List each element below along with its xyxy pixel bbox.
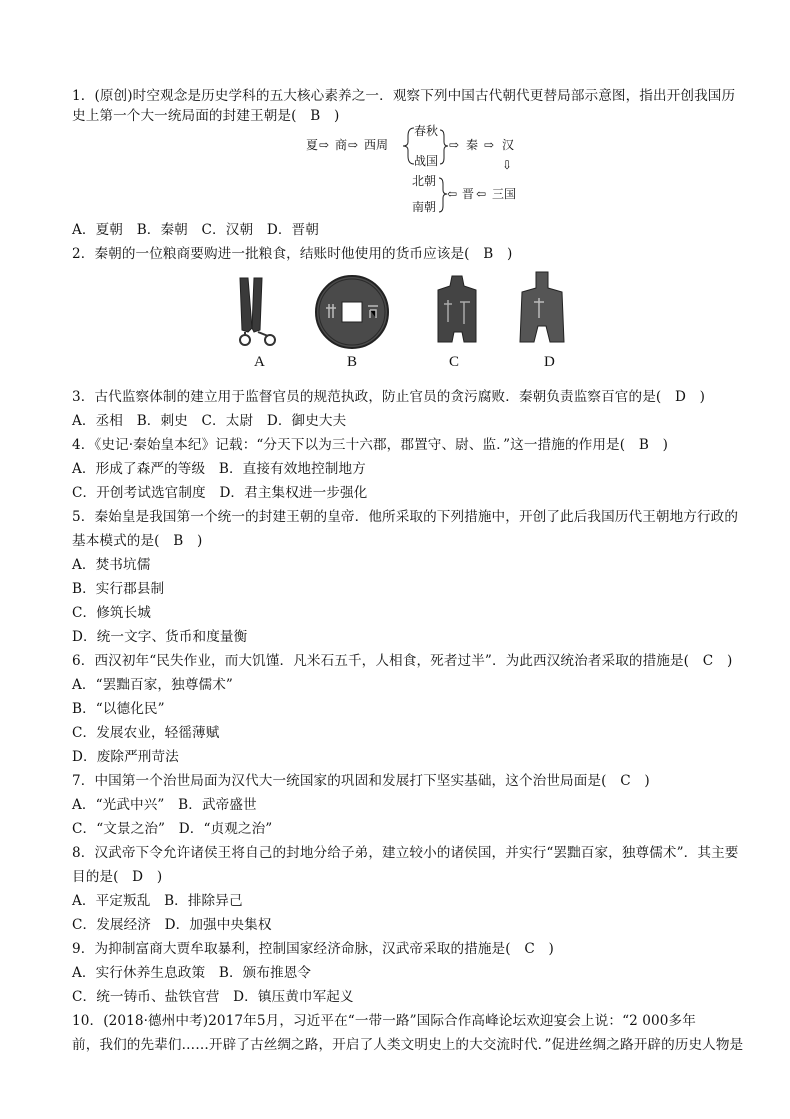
node-chunqiu: 春秋: [414, 124, 439, 138]
question-8-options-2: C．发展经济 D．加强中央集权: [72, 917, 272, 933]
question-4-options-1: A．形成了森严的等级 B．直接有效地控制地方: [72, 461, 366, 477]
node-nanchao: 南朝: [412, 200, 437, 214]
round-coin-icon: [316, 276, 388, 348]
question-5-line-1: 5．秦始皇是我国第一个统一的封建王朝的皇帝．他所采取的下列措施中，开创了此后我国历代王朝地方行政的: [72, 509, 739, 525]
node-shang: 商: [335, 138, 348, 152]
node-beichao: 北朝: [412, 174, 437, 188]
question-6-option-c: C．发展农业，轻徭薄赋: [72, 725, 220, 741]
arrow-down-icon: ⇩: [502, 158, 513, 172]
question-4-options-2: C．开创考试选官制度 D．君主集权进一步强化: [72, 485, 368, 501]
question-7-options-2: C．“文景之治” D．“贞观之治”: [72, 821, 273, 837]
arrow-left-icon: ⇦: [476, 187, 487, 201]
question-8-line-1: 8．汉武帝下令允许诸侯王将自己的封地分给子弟，建立较小的诸侯国，并实行“罢黜百家，独尊儒术”．其主要: [72, 845, 739, 861]
question-10-line-1: 10．(2018·德州中考)2017年5月，习近平在“一带一路”国际合作高峰论坛欢迎宴会上说：“2 000多年: [72, 1013, 696, 1029]
node-zhanguo: 战国: [414, 154, 439, 168]
question-1-line-1: 1．(原创)时空观念是历史学科的五大核心素养之一．观察下列中国古代朝代更替局部示意图，指出开创我国历: [72, 88, 736, 104]
coin-label-d: D: [544, 354, 555, 370]
arrow-icon: ⇨: [449, 138, 460, 152]
node-han: 汉: [502, 138, 515, 152]
dynasty-diagram: [306, 124, 526, 216]
question-1-line-2: 史上第一个大一统局面的封建王朝是( B ): [72, 108, 340, 124]
arrow-icon: ⇨: [348, 138, 359, 152]
question-3-line: 3．古代监察体制的建立用于监督官员的规范执政，防止官员的贪污腐败．秦朝负责监察百官的是( D ): [72, 389, 706, 405]
arrow-icon: ⇨: [484, 138, 495, 152]
node-xizhou: 西周: [364, 138, 389, 152]
question-9-line: 9．为抑制富商大贾牟取暴利，控制国家经济命脉，汉武帝采取的措施是( C ): [72, 941, 554, 957]
question-8-options-1: A．平定叛乱 B．排除异己: [72, 893, 243, 909]
spade-coin-icon: [438, 276, 476, 342]
question-2-line: 2．秦朝的一位粮商要购进一批粮食，结账时他使用的货币应该是( B ): [72, 246, 513, 262]
coin-label-b: B: [347, 354, 358, 370]
question-6-option-a: A．“罢黜百家，独尊儒术”: [72, 677, 233, 693]
node-qin: 秦: [466, 138, 479, 152]
question-6-option-b: B．“以德化民”: [72, 701, 165, 717]
question-5-option-a: A．焚书坑儒: [72, 557, 151, 573]
arrow-left-icon: ⇦: [447, 187, 458, 201]
question-8-line-2: 目的是( D ): [72, 869, 163, 885]
question-7-line: 7．中国第一个治世局面为汉代大一统国家的巩固和发展打下坚实基础，这个治世局面是( C ): [72, 773, 650, 789]
knife-coin-icon: [240, 278, 275, 345]
question-9-options-2: C．统一铸币、盐铁官营 D．镇压黄巾军起义: [72, 989, 354, 1005]
question-9-options-1: A．实行休养生息政策 B．颁布推恩令: [72, 965, 312, 981]
question-1-options: A．夏朝 B．秦朝 C．汉朝 D．晋朝: [72, 222, 319, 238]
question-5-option-c: C．修筑长城: [72, 605, 151, 621]
arrow-icon: ⇨: [319, 138, 330, 152]
node-xia: 夏: [306, 138, 319, 152]
coin-label-a: A: [254, 354, 265, 370]
question-4-line: 4．《史记·秦始皇本纪》记载：“分天下以为三十六郡，郡置守、尉、监．”这一措施的作用是( B ): [72, 437, 669, 453]
question-5-line-2: 基本模式的是( B ): [72, 533, 203, 549]
node-jin: 晋: [462, 187, 475, 201]
question-5-option-d: D．统一文字、货币和度量衡: [72, 629, 248, 645]
spade-coin-icon: [520, 272, 564, 342]
coin-images: [230, 270, 580, 374]
question-6-line: 6．西汉初年“民失作业，而大饥馑．凡米石五千，人相食，死者过半”．为此西汉统治者采取的措施是( C ): [72, 653, 733, 669]
question-3-options: A．丞相 B．刺史 C．太尉 D．御史大夫: [72, 413, 347, 429]
coin-label-c: C: [449, 354, 460, 370]
brace-icon: [439, 128, 449, 168]
question-7-options-1: A．“光武中兴” B．武帝盛世: [72, 797, 257, 813]
question-5-option-b: B．实行郡县制: [72, 581, 165, 597]
node-sanguo: 三国: [492, 187, 517, 201]
question-10-line-2: 前，我们的先辈们……开辟了古丝绸之路，开启了人类文明史上的大交流时代．”促进丝绸之路开辟的历史人物是: [72, 1037, 744, 1053]
question-6-option-d: D．废除严刑苛法: [72, 749, 179, 765]
